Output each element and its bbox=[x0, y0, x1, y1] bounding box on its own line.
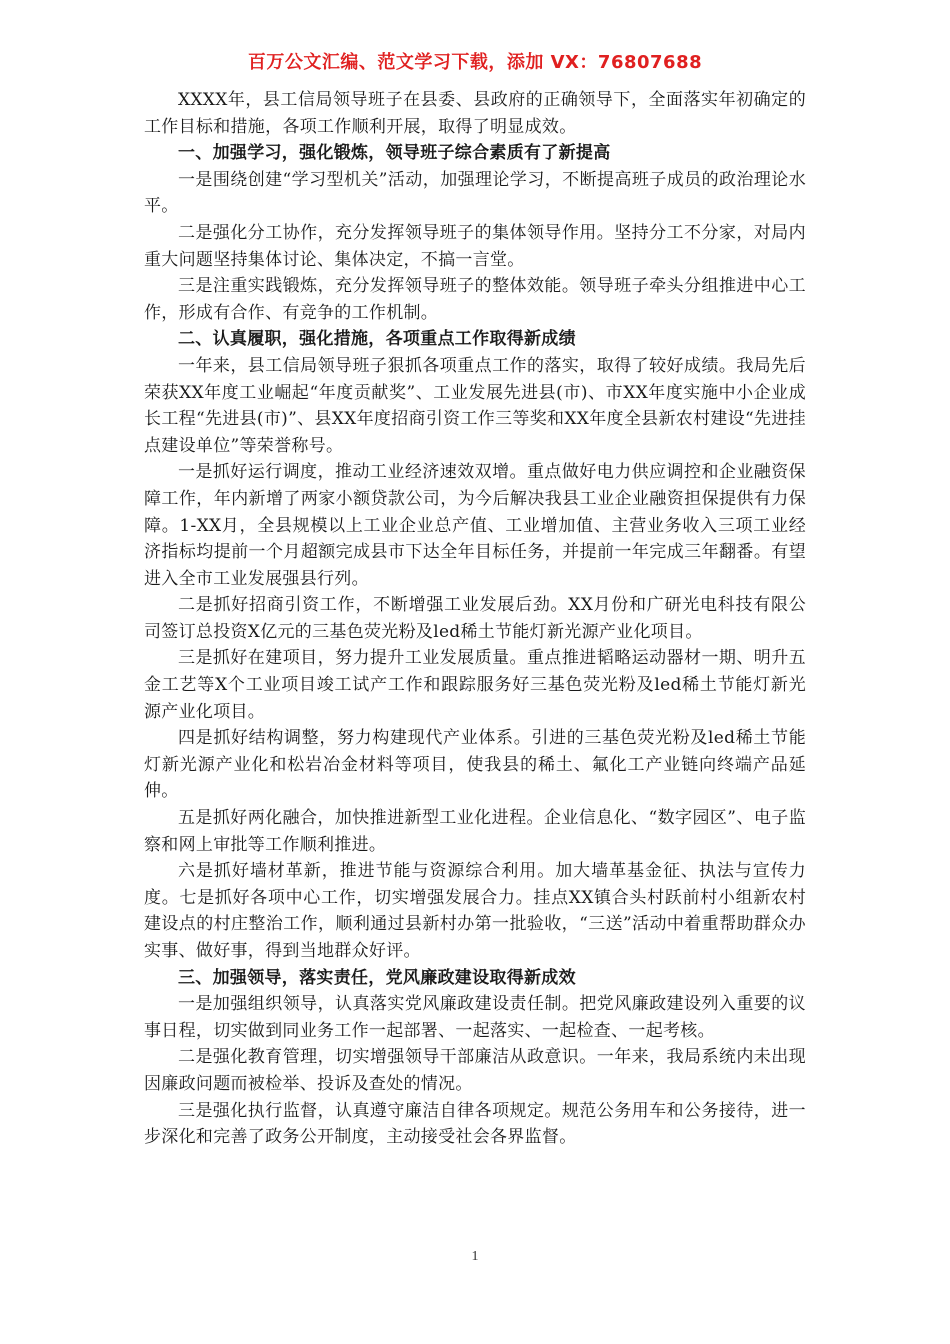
section-heading-2: 二、认真履职，强化措施，各项重点工作取得新成绩 bbox=[178, 329, 576, 350]
paragraph: 四是抓好结构调整，努力构建现代产业体系。引进的三基色荧光粉及led稀土节能灯新光源产业化和松岩冶金材料等项目，使我县的稀土、氟化工产业链向终端产品延伸。 bbox=[144, 728, 806, 802]
paragraph: 一是抓好运行调度，推动工业经济速效双增。重点做好电力供应调控和企业融资保障工作，年内新增了两家小额贷款公司，为今后解决我县工业企业融资担保提供有力保障。1-XX月，全县规模以上工业企业总产值、工业增加值、主营业务收入三项工业经济指标均提前一个月超额完成县市下达全年目标任务，并提前一年完成三年翻番。有望进入全市工业发展强县行列。 bbox=[144, 462, 806, 589]
download-banner: 百万公文汇编、范文学习下载，添加 VX：76807688 bbox=[247, 52, 703, 73]
paragraph: 一是围绕创建“学习型机关”活动，加强理论学习，不断提高班子成员的政治理论水平。 bbox=[144, 169, 806, 217]
paragraph: 一是加强组织领导，认真落实党风廉政建设责任制。把党风廉政建设列入重要的议事日程，切实做到同业务工作一起部署、一起落实、一起检查、一起考核。 bbox=[144, 994, 806, 1041]
section-heading-1: 一、加强学习，强化锻炼，领导班子综合素质有了新提高 bbox=[178, 143, 611, 164]
paragraph-intro: XXXX年，县工信局领导班子在县委、县政府的正确领导下，全面落实年初确定的工作目标和措施，各项工作顺利开展，取得了明显成效。 bbox=[144, 90, 806, 137]
section-heading-3: 三、加强领导，落实责任，党风廉政建设取得新成效 bbox=[178, 967, 576, 988]
paragraph: 三是注重实践锻炼，充分发挥领导班子的整体效能。领导班子牵头分组推进中心工作，形成有合作、有竞争的工作机制。 bbox=[144, 276, 806, 323]
paragraph: 二是抓好招商引资工作，不断增强工业发展后劲。XX月份和广研光电科技有限公司签订总投资X亿元的三基色荧光粉及led稀土节能灯新光源产业化项目。 bbox=[144, 595, 806, 642]
paragraph: 一年来，县工信局领导班子狠抓各项重点工作的落实，取得了较好成绩。我局先后荣获XX年度工业崛起“年度贡献奖”、工业发展先进县(市)、市XX年度实施中小企业成长工程“先进县(市)”、县XX年度招商引资工作三等奖和XX年度全县新农村建设“先进挂点建设单位”等荣誉称号。 bbox=[144, 355, 806, 456]
paragraph: 三是抓好在建项目，努力提升工业发展质量。重点推进韬略运动器材一期、明升五金工艺等X个工业项目竣工试产工作和跟踪服务好三基色荧光粉及led稀土节能灯新光源产业化项目。 bbox=[144, 648, 806, 722]
paragraph: 二是强化分工协作，充分发挥领导班子的集体领导作用。坚持分工不分家，对局内重大问题坚持集体讨论、集体决定，不搞一言堂。 bbox=[144, 222, 806, 270]
paragraph: 三是强化执行监督，认真遵守廉洁自律各项规定。规范公务用车和公务接待，进一步深化和完善了政务公开制度，主动接受社会各界监督。 bbox=[144, 1100, 806, 1148]
paragraph: 六是抓好墙材革新，推进节能与资源综合利用。加大墙革基金征、执法与宣传力度。七是抓好各项中心工作，切实增强发展合力。挂点XX镇合头村跃前村小组新农村建设点的村庄整治工作，顺利通过县新村办第一批验收，“三送”活动中着重帮助群众办实事、做好事，得到当地群众好评。 bbox=[144, 861, 806, 961]
paragraph: 五是抓好两化融合，加快推进新型工业化进程。企业信息化、“数字园区”、电子监察和网上审批等工作顺利推进。 bbox=[144, 808, 806, 855]
document-body bbox=[144, 87, 806, 1151]
page-number: 1 bbox=[471, 1249, 479, 1264]
paragraph: 二是强化教育管理，切实增强领导干部廉洁从政意识。一年来，我局系统内未出现因廉政问题而被检举、投诉及查处的情况。 bbox=[144, 1047, 806, 1094]
